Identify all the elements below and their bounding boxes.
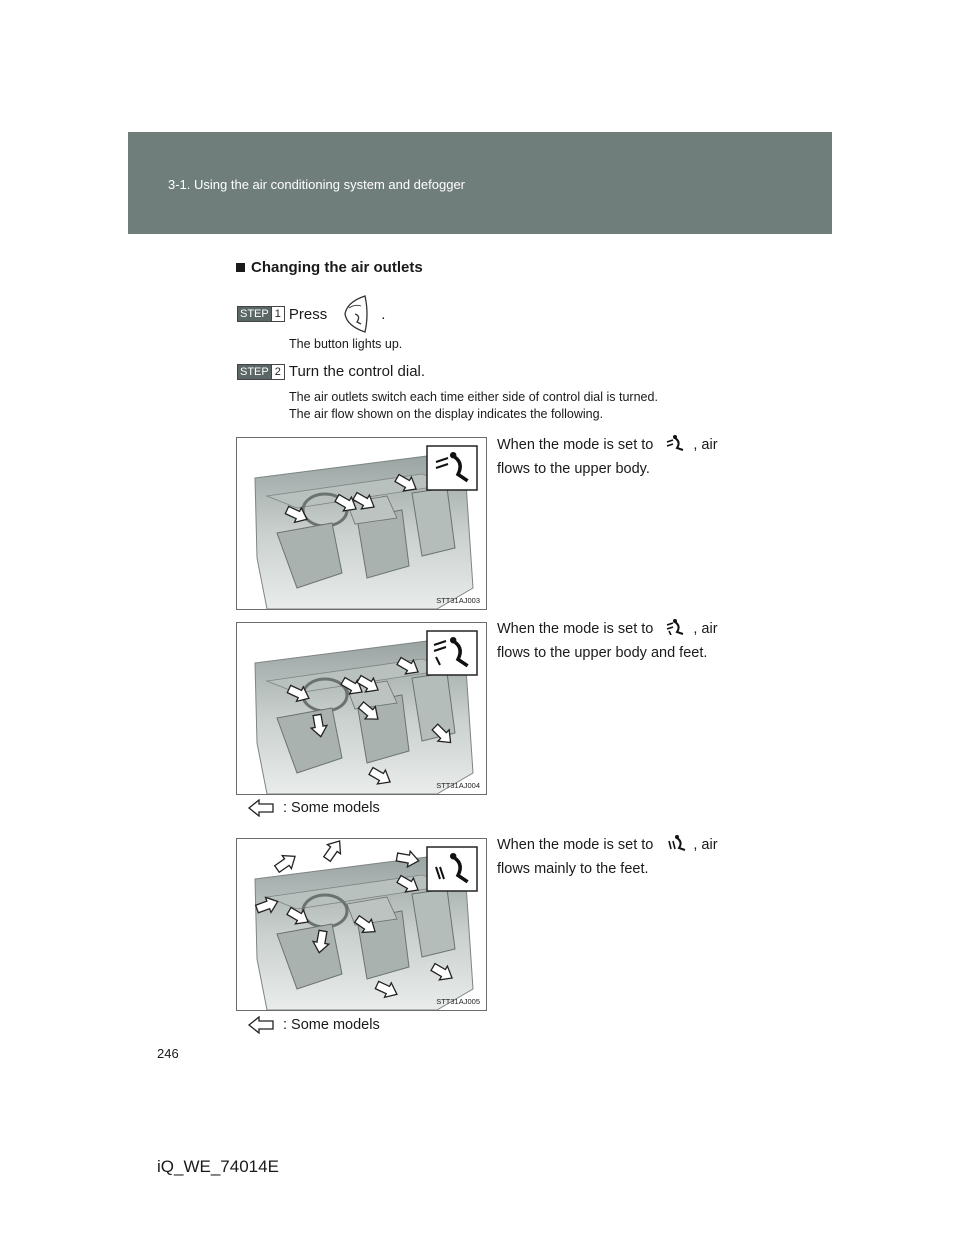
step-2-text: Turn the control dial. (288, 363, 426, 380)
step-badge-number: 2 (271, 365, 284, 379)
mode-text-before: When the mode is set to (497, 437, 654, 453)
mode-text-line-2: flows to the upper body. (497, 461, 650, 477)
mode-text-after: , air (693, 837, 718, 853)
square-bullet-icon (236, 263, 245, 272)
step-2-note-line-1: The air outlets switch each time either side of control dial is turned. (289, 390, 658, 404)
outline-arrow-icon (247, 1016, 275, 1034)
step-1-note: The button lights up. (289, 337, 403, 351)
legend-text: : Some models (283, 800, 380, 816)
step-1-row (237, 294, 385, 334)
legend-text: : Some models (283, 1017, 380, 1033)
section-title-text: Changing the air outlets (251, 259, 423, 276)
step-1-badge (237, 306, 285, 322)
header-band (128, 132, 832, 234)
legend-some-models (247, 1016, 380, 1034)
outline-arrow-icon (247, 799, 275, 817)
figure-code: STT31AJ005 (436, 997, 480, 1006)
header-title: 3-1. Using the air conditioning system and defogger (168, 177, 466, 192)
step-1-text: Press (288, 305, 328, 323)
figure-code: STT31AJ003 (436, 596, 480, 605)
mode-bi-level-description (497, 617, 745, 665)
mode-text-line-2: flows to the upper body and feet. (497, 645, 708, 661)
mode-text-before: When the mode is set to (497, 621, 654, 637)
figure-feet (236, 838, 487, 1011)
step-2-note (289, 389, 658, 423)
figure-upper-body-and-feet (236, 622, 487, 795)
mode-text-line-2: flows mainly to the feet. (497, 861, 649, 877)
step-badge-word: STEP (240, 308, 269, 320)
step-2-note-line-2: The air flow shown on the display indicates the following. (289, 407, 604, 421)
floor-mode-icon (665, 835, 687, 851)
mode-text-after: , air (693, 437, 718, 453)
document-code: iQ_WE_74014E (157, 1157, 279, 1176)
mode-upper-body-description (497, 433, 745, 481)
car-interior-illustration (237, 839, 486, 1010)
step-badge-number: 1 (271, 307, 284, 321)
figure-code: STT31AJ004 (436, 781, 480, 790)
car-interior-illustration (237, 438, 486, 609)
bi-level-mode-icon (665, 619, 687, 635)
upper-body-mode-icon (665, 435, 687, 451)
section-title (236, 259, 423, 276)
step-2-row (237, 363, 425, 380)
figure-upper-body (236, 437, 487, 610)
mode-text-after: , air (693, 621, 718, 637)
page-number: 246 (157, 1046, 179, 1061)
mode-text-before: When the mode is set to (497, 837, 654, 853)
legend-some-models (247, 799, 380, 817)
mode-button-icon (341, 294, 371, 334)
step-2-badge (237, 364, 285, 380)
car-interior-illustration (237, 623, 486, 794)
mode-feet-description (497, 833, 745, 881)
step-badge-word: STEP (240, 365, 269, 378)
step-1-period: . (381, 305, 386, 323)
